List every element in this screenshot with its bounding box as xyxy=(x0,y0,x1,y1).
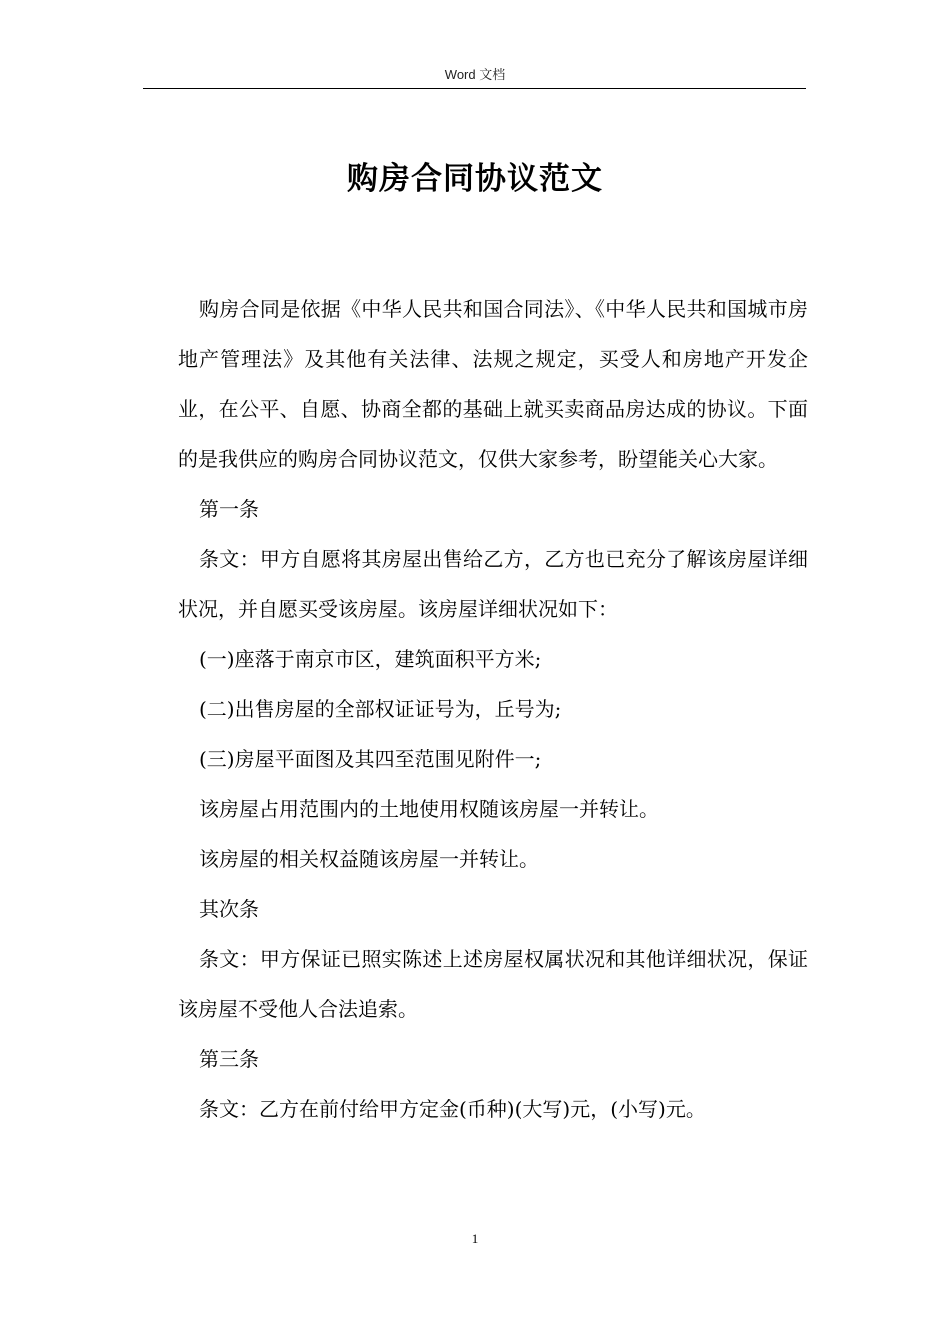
article-2-heading: 其次条 xyxy=(199,897,259,921)
article-2-text: 条文：甲方保证已照实陈述上述房屋权属状况和其他详细状况，保证该房屋不受他人合法追索。 xyxy=(178,947,808,1021)
article-1-land-clause: 该房屋占用范围内的土地使用权随该房屋一并转让。 xyxy=(199,797,659,821)
article-3-heading: 第三条 xyxy=(199,1047,259,1071)
article-1-item-3: (三)房屋平面图及其四至范围见附件一; xyxy=(199,747,542,771)
page-number: 1 xyxy=(471,1231,479,1246)
article-1-rights-clause: 该房屋的相关权益随该房屋一并转让。 xyxy=(199,847,539,871)
article-1-item-2: (二)出售房屋的全部权证证号为，丘号为; xyxy=(199,697,562,721)
intro-paragraph: 购房合同是依据《中华人民共和国合同法》、《中华人民共和国城市房地产管理法》及其他有关法律、法规之规定，买受人和房地产开发企业，在公平、自愿、协商全都的基础上就买卖商品房达成的协议。下面的是我供应的购房合同协议范文，仅供大家参考，盼望能关心大家。 xyxy=(178,297,808,471)
page-header: Word 文档 xyxy=(444,67,506,82)
document-title: 购房合同协议范文 xyxy=(347,161,603,197)
article-1-text: 条文：甲方自愿将其房屋出售给乙方，乙方也已充分了解该房屋详细状况，并自愿买受该房屋。该房屋详细状况如下： xyxy=(178,547,808,621)
header-divider xyxy=(143,88,806,89)
article-1-heading: 第一条 xyxy=(199,497,259,521)
article-3-text: 条文：乙方在前付给甲方定金(币种)(大写)元，(小写)元。 xyxy=(199,1097,706,1121)
document-body xyxy=(178,284,808,1134)
article-1-item-1: (一)座落于南京市区，建筑面积平方米; xyxy=(199,647,542,671)
